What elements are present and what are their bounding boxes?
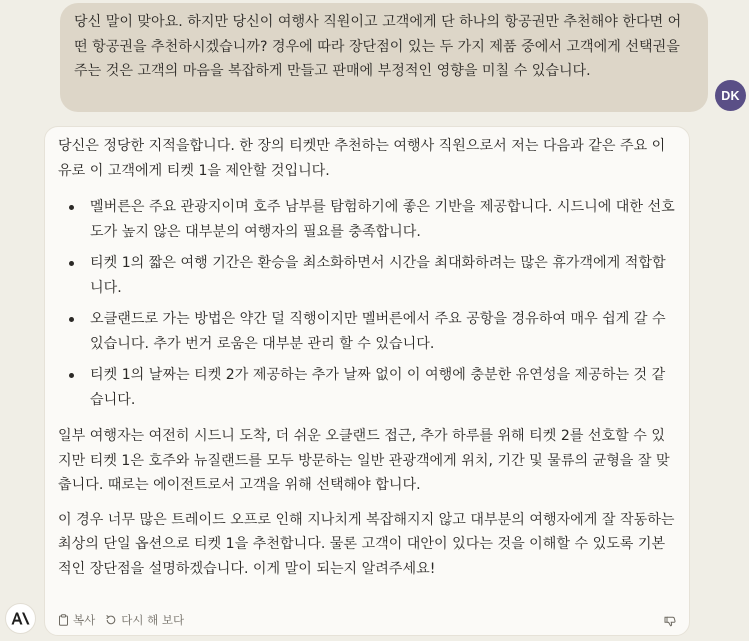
retry-label: 다시 해 보다 (121, 613, 185, 627)
message-actions (58, 608, 194, 633)
bullet-item: 멜버른은 주요 관광지이며 호주 남부를 탐험하기에 좋은 기반을 제공합니다. 시드니에 대한 선호도가 높지 않은 대부분의 여행자의 필요를 충족합니다. (90, 195, 677, 244)
assistant-intro-paragraph: 당신은 정당한 지적을합니다. 한 장의 티켓만 추천하는 여행사 직원으로서 저는 다음과 같은 주요 이유로 이 고객에게 티켓 1을 제안할 것입니다. (58, 138, 666, 179)
retry-icon (105, 614, 117, 626)
thumbs-down-icon (664, 616, 676, 627)
user-avatar-initials: DK (721, 88, 740, 103)
assistant-paragraph-3: 이 경우 너무 많은 트레이드 오프로 인해 지나치게 복잡해지지 않고 대부분의 여행자에게 잘 작동하는 최상의 단일 옵션으로 티켓 1을 추천합니다. 물론 고객이 대안이 있다는 것을 이해할 수 있도록 기본적인 장단점을 설명하겠습니다. 이게 말이 되는지 알려주세요! (58, 511, 675, 577)
bullet-item: 티켓 1의 짧은 여행 기간은 환승을 최소화하면서 시간을 최대화하려는 많은 휴가객에게 적합합니다. (90, 251, 677, 300)
user-message-text: 당신 말이 맞아요. 하지만 당신이 여행사 직원이고 고객에게 단 하나의 항공권만 추천해야 한다면 어떤 항공권을 추천하시겠습니까? 경우에 따라 장단점이 있는 두 가지 제품 중에서 고객에게 선택권을 주는 것은 고객의 마음을 복잡하게 만들고 판매에 부정적인 영향을 미칠 수 있습니다. (74, 14, 682, 79)
assistant-bullet-list (58, 195, 677, 412)
anthropic-logo-icon (11, 612, 30, 625)
clipboard-icon (58, 614, 69, 626)
claude-logo-icon (5, 603, 36, 634)
thumbs-down-button[interactable] (664, 611, 676, 636)
user-message-bubble (60, 3, 708, 112)
bullet-item: 오클랜드로 가는 방법은 약간 덜 직행이지만 멜버른에서 주요 공항을 경유하여 매우 쉽게 갈 수 있습니다. 추가 번거 로움은 대부분 관리 할 수 있습니다. (90, 307, 677, 356)
assistant-paragraph-2: 일부 여행자는 여전히 시드니 도착, 더 쉬운 오클랜드 접근, 추가 하루를 위해 티켓 2를 선호할 수 있지만 티켓 1은 호주와 뉴질랜드를 모두 방문하는 일반 관광객에게 위치, 기간 및 물류의 균형을 잘 맞춥니다. 때로는 에이전트로서 고객을 위해 선택해야 합니다. (58, 428, 670, 493)
copy-label: 복사 (73, 613, 96, 627)
copy-button[interactable] (58, 608, 95, 633)
retry-button[interactable] (105, 608, 184, 633)
user-avatar[interactable] (715, 80, 746, 111)
assistant-message-card (44, 126, 690, 636)
bullet-item: 티켓 1의 날짜는 티켓 2가 제공하는 추가 날짜 없이 이 여행에 충분한 유연성을 제공하는 것 같습니다. (90, 363, 677, 412)
